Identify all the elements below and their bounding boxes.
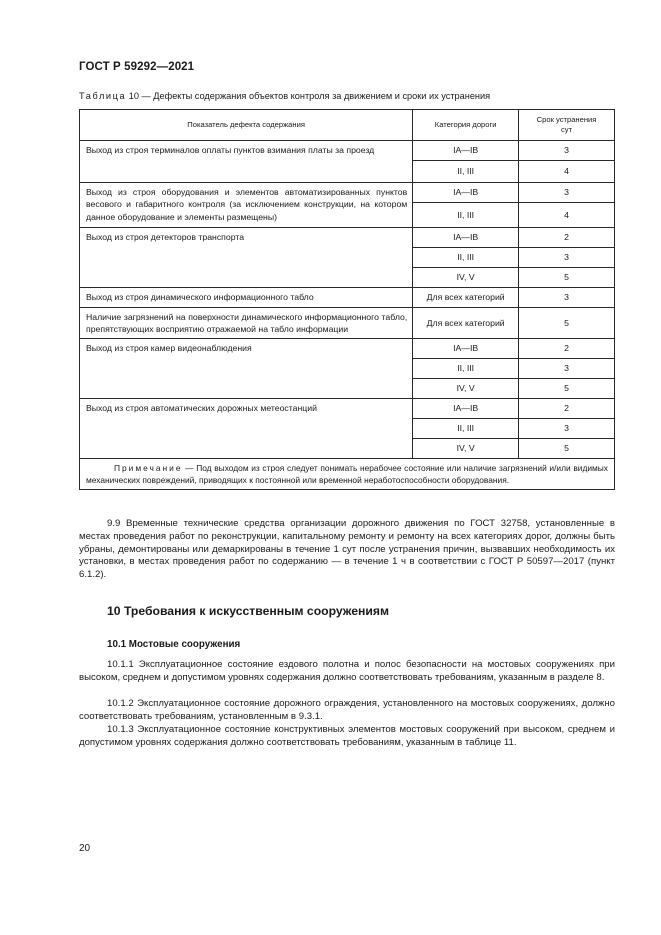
table-row — [80, 288, 615, 308]
paragraph-10-1-1: 10.1.1 Эксплуатационное состояние ездового полотна и полос безопасности на мостовых сооружениях при высоком, среднем и допустимом уровнях содержания должно соответствовать требованиям, указанным в разделе 8. — [79, 659, 615, 683]
elimination-term: 5 — [519, 308, 615, 339]
defect-description: Выход из строя оборудования и элементов автоматизированных пунктов весового и габаритного контроля (за исключением конструкции, на котором данное оборудование и элементы размещены) — [80, 183, 413, 228]
elimination-term: 3 — [519, 141, 615, 161]
road-category: Для всех категорий — [413, 288, 519, 308]
road-category: IA—IB — [413, 398, 519, 418]
elimination-term: 4 — [519, 161, 615, 183]
defect-description: Наличие загрязнений на поверхности динамического информационного табло, препятствующих восприятию отражаемой на табло информации — [80, 308, 413, 339]
defect-description: Выход из строя динамического информационного табло — [80, 288, 413, 308]
elimination-term: 2 — [519, 398, 615, 418]
elimination-term: 3 — [519, 248, 615, 268]
table-caption-label: Таблица — [79, 91, 127, 101]
defects-table — [79, 109, 615, 490]
road-category: II, III — [413, 358, 519, 378]
road-category: II, III — [413, 203, 519, 228]
elimination-term: 5 — [519, 268, 615, 288]
elimination-term: 4 — [519, 203, 615, 228]
table-row — [80, 398, 615, 418]
defect-description: Выход из строя детекторов транспорта — [80, 228, 413, 288]
road-category: II, III — [413, 248, 519, 268]
road-category: IV, V — [413, 268, 519, 288]
table-note-row — [80, 458, 615, 490]
road-category: Для всех категорий — [413, 308, 519, 339]
note-label: Примечание — [114, 462, 183, 473]
elimination-term: 2 — [519, 228, 615, 248]
column-header-term: Срок устранения сут — [519, 110, 615, 141]
column-header-road-category: Категория дороги — [413, 110, 519, 141]
paragraph-10-1-3: 10.1.3 Эксплуатационное состояние конструктивных элементов мостовых сооружений при высоком, среднем и допустимом уровнях содержания должно соответствовать требованиям, указанным в таблице 11. — [79, 724, 615, 748]
table-caption-text: 10 — Дефекты содержания объектов контроля за движением и сроки их устранения — [126, 91, 491, 101]
elimination-term: 3 — [519, 418, 615, 438]
defect-description: Выход из строя терминалов оплаты пунктов взимания платы за проезд — [80, 141, 413, 183]
elimination-term: 2 — [519, 338, 615, 358]
table-row — [80, 338, 615, 358]
table-caption — [79, 91, 490, 101]
section-title: 10 Требования к искусственным сооружениям — [107, 604, 390, 618]
note-text: — Под выходом из строя следует понимать нерабочее состояние или наличие загрязнений и/или видимых механических повреждений, приводящих к постоянной или временной неработоспособности оборудования. — [86, 462, 608, 485]
road-category: IV, V — [413, 438, 519, 458]
page-number: 20 — [79, 843, 91, 854]
road-category: IA—IB — [413, 183, 519, 203]
road-category: II, III — [413, 418, 519, 438]
elimination-term: 5 — [519, 378, 615, 398]
table-note — [80, 458, 615, 490]
column-header-defect: Показатель дефекта содержания — [80, 110, 413, 141]
paragraph-9-9: 9.9 Временные технические средства организации дорожного движения по ГОСТ 32758, установленные в местах проведения работ по реконструкции, капитальному ремонту и ремонту на всех категориях дорог, должны быть убраны, демонтированы или демаркированы в течение 1 сут после устранения причин, вызвавших необходимость их установки, в местах проведения работ по содержанию — в течение 1 ч в соответствии с ГОСТ Р 50597—2017 (пункт 6.1.2). — [79, 518, 615, 581]
paragraph-10-1-2: 10.1.2 Эксплуатационное состояние дорожного ограждения, установленного на мостовых сооружениях, должно соответствовать требованиям, установленным в 9.3.1. — [79, 698, 615, 722]
table-header-row — [80, 110, 615, 141]
document-header: ГОСТ Р 59292—2021 — [79, 61, 195, 73]
subsection-title: 10.1 Мостовые сооружения — [107, 639, 241, 650]
table-row — [80, 308, 615, 339]
elimination-term: 3 — [519, 183, 615, 203]
defect-description: Выход из строя камер видеонаблюдения — [80, 338, 413, 398]
table-row — [80, 228, 615, 248]
defect-description: Выход из строя автоматических дорожных метеостанций — [80, 398, 413, 458]
road-category: IV, V — [413, 378, 519, 398]
road-category: IA—IB — [413, 141, 519, 161]
table-row — [80, 183, 615, 203]
road-category: II, III — [413, 161, 519, 183]
table-row — [80, 141, 615, 161]
road-category: IA—IB — [413, 228, 519, 248]
elimination-term: 3 — [519, 288, 615, 308]
elimination-term: 5 — [519, 438, 615, 458]
elimination-term: 3 — [519, 358, 615, 378]
road-category: IA—IB — [413, 338, 519, 358]
